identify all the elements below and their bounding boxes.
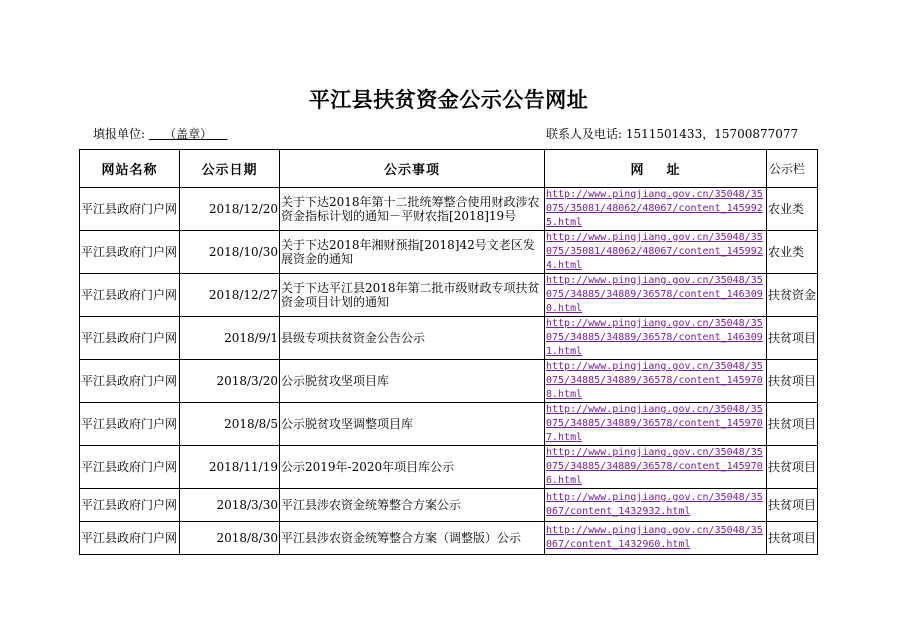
cell-category: 扶贫项目 [767,522,818,555]
table-row [80,489,818,522]
cell-item: 公示脱贫攻坚项目库 [280,360,545,403]
cell-url-link[interactable]: http://www.pingjiang.gov.cn/35048/35075/34885/34889/36578/content_1463091.html [545,317,767,360]
cell-date: 2018/10/30 [180,231,280,274]
cell-category: 扶贫资金 [767,274,818,317]
cell-site: 平江县政府门户网 [80,317,180,360]
cell-url-link[interactable]: http://www.pingjiang.gov.cn/35048/35067/content_1432960.html [545,522,767,555]
cell-url-link[interactable]: http://www.pingjiang.gov.cn/35048/35075/34885/34889/36578/content_1463090.html [545,274,767,317]
cell-site: 平江县政府门户网 [80,274,180,317]
cell-url-link[interactable]: http://www.pingjiang.gov.cn/35048/35075/34885/34889/36578/content_1459708.html [545,360,767,403]
table-row [80,317,818,360]
fill-unit [93,125,227,142]
cell-date: 2018/11/19 [180,446,280,489]
cell-category: 扶贫项目 [767,360,818,403]
cell-item: 公示脱贫攻坚调整项目库 [280,403,545,446]
cell-site: 平江县政府门户网 [80,489,180,522]
cell-url-link[interactable]: http://www.pingjiang.gov.cn/35048/35075/35081/48062/48067/content_1459924.html [545,231,767,274]
header-url: 网 址 [545,150,767,188]
cell-item: 县级专项扶贫资金公告公示 [280,317,545,360]
cell-category: 扶贫项目 [767,403,818,446]
table-row [80,274,818,317]
cell-item: 关于下达平江县2018年第二批市级财政专项扶贫资金项目计划的通知 [280,274,545,317]
cell-date: 2018/8/5 [180,403,280,446]
table-row [80,231,818,274]
header-category: 公示栏 [767,150,818,188]
table-row [80,403,818,446]
cell-site: 平江县政府门户网 [80,446,180,489]
fill-unit-value: （盖章） [148,127,228,141]
table-row [80,522,818,555]
cell-category: 扶贫项目 [767,317,818,360]
cell-item: 关于下达2018年湘财预指[2018]42号文老区发展资金的通知 [280,231,545,274]
cell-category: 扶贫项目 [767,489,818,522]
cell-item: 关于下达2018年第十二批统筹整合使用财政涉农资金指标计划的通知－平财农指[2018]19号 [280,188,545,231]
cell-date: 2018/12/20 [180,188,280,231]
cell-date: 2018/8/30 [180,522,280,555]
cell-category: 农业类 [767,231,818,274]
cell-site: 平江县政府门户网 [80,403,180,446]
fill-unit-label: 填报单位: [93,127,146,141]
table-header-row [80,150,818,188]
table-row [80,446,818,489]
cell-site: 平江县政府门户网 [80,360,180,403]
cell-date: 2018/12/27 [180,274,280,317]
cell-url-link[interactable]: http://www.pingjiang.gov.cn/35048/35075/35081/48062/48067/content_1459925.html [545,188,767,231]
cell-item: 平江县涉农资金统筹整合方案（调整版）公示 [280,522,545,555]
table-row [80,360,818,403]
header-site: 网站名称 [80,150,180,188]
cell-url-link[interactable]: http://www.pingjiang.gov.cn/35048/35075/34885/34889/36578/content_1459706.html [545,446,767,489]
cell-item: 平江县涉农资金统筹整合方案公示 [280,489,545,522]
table-row [80,188,818,231]
cell-item: 公示2019年-2020年项目库公示 [280,446,545,489]
cell-url-link[interactable]: http://www.pingjiang.gov.cn/35048/35067/content_1432932.html [545,489,767,522]
cell-category: 扶贫项目 [767,446,818,489]
cell-site: 平江县政府门户网 [80,188,180,231]
funds-table [79,149,818,555]
cell-url-link[interactable]: http://www.pingjiang.gov.cn/35048/35075/34885/34889/36578/content_1459707.html [545,403,767,446]
header-date: 公示日期 [180,150,280,188]
header-item: 公示事项 [280,150,545,188]
cell-date: 2018/3/20 [180,360,280,403]
cell-date: 2018/3/30 [180,489,280,522]
cell-site: 平江县政府门户网 [80,522,180,555]
cell-date: 2018/9/1 [180,317,280,360]
cell-site: 平江县政府门户网 [80,231,180,274]
cell-category: 农业类 [767,188,818,231]
contact-info: 联系人及电话: 1511501433，15700877077 [546,127,799,141]
page-title: 平江县扶贫资金公示公告网址 [308,87,589,112]
